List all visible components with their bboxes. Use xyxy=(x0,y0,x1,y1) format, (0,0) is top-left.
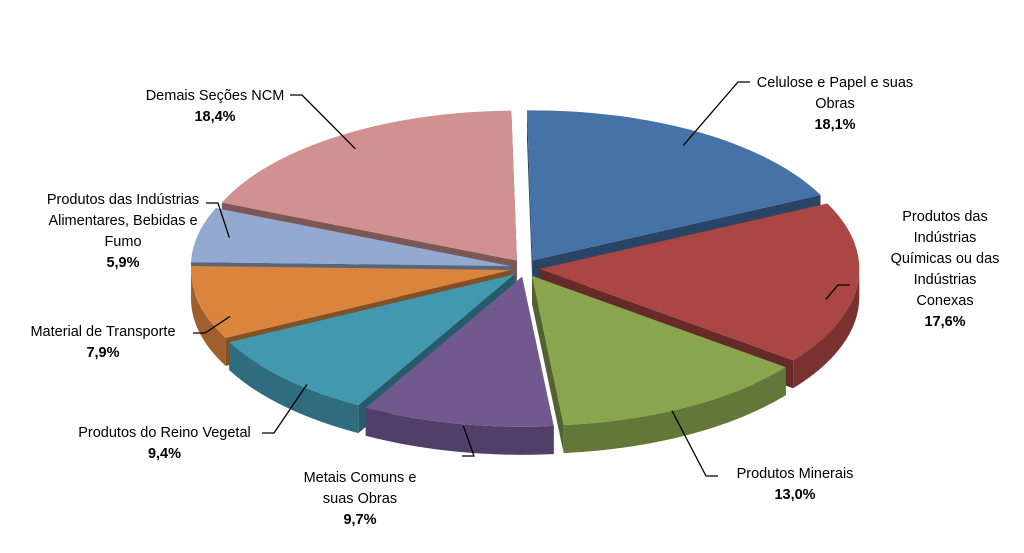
label-transporte-name: Material de Transporte xyxy=(30,324,176,340)
label-transporte xyxy=(14,322,192,364)
label-demais-name: Demais Seções NCM xyxy=(145,88,285,104)
label-reino-vegetal-name: Produtos do Reino Vegetal xyxy=(78,425,251,441)
label-demais-value: 18,4% xyxy=(194,109,236,125)
label-quimicas xyxy=(888,207,1002,333)
label-quimicas-name: Produtos das Indústrias Químicas ou das Indústrias Conexas xyxy=(890,209,1000,309)
label-celulose-value: 18,1% xyxy=(814,117,856,133)
label-minerais-value: 13,0% xyxy=(774,487,816,503)
label-minerais xyxy=(715,464,875,506)
label-alimentares xyxy=(28,190,218,274)
label-alimentares-value: 5,9% xyxy=(106,255,140,271)
label-metais xyxy=(295,468,425,531)
label-demais xyxy=(130,86,300,128)
label-transporte-value: 7,9% xyxy=(86,345,120,361)
label-metais-name: Metais Comuns e suas Obras xyxy=(303,470,417,507)
label-reino-vegetal-value: 9,4% xyxy=(147,446,182,462)
label-celulose xyxy=(720,73,950,136)
label-quimicas-value: 17,6% xyxy=(924,314,966,330)
label-alimentares-name: Produtos das Indústrias Alimentares, Bebidas e Fumo xyxy=(46,192,200,250)
label-minerais-name: Produtos Minerais xyxy=(736,466,854,482)
label-reino-vegetal xyxy=(62,423,267,465)
label-metais-value: 9,7% xyxy=(343,512,377,528)
label-celulose-name: Celulose e Papel e suas Obras xyxy=(756,75,914,112)
